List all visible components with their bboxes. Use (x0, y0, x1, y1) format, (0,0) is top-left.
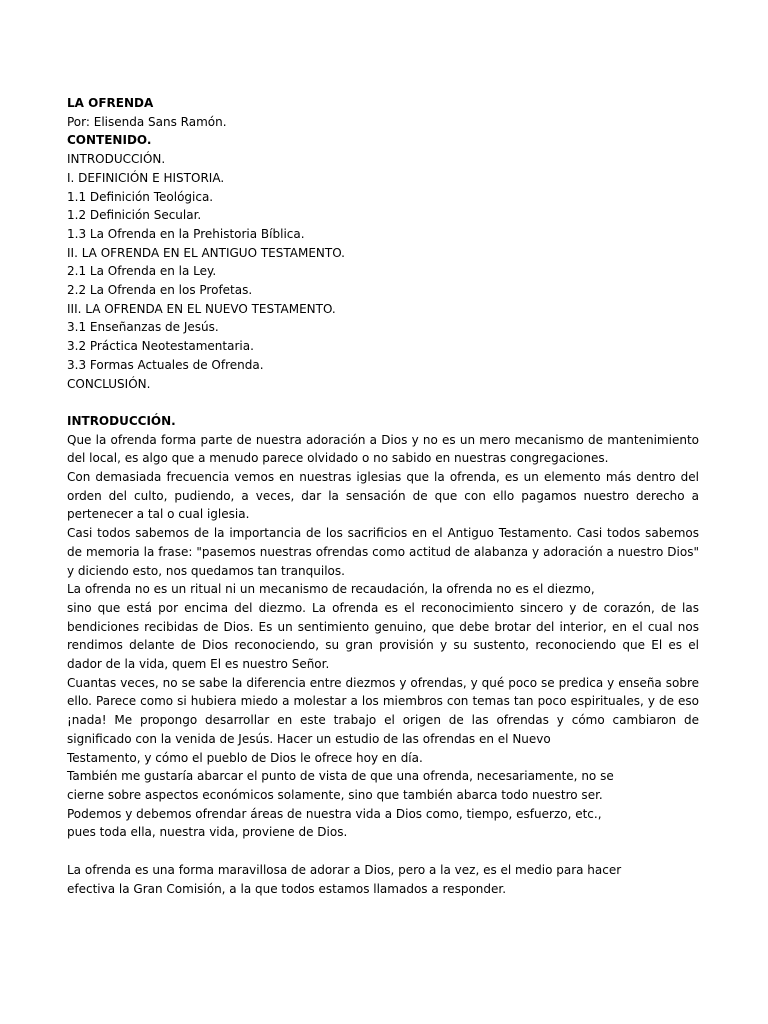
paragraph: La ofrenda no es un ritual ni un mecanismo de recaudación, la ofrenda no es el diezmo, (67, 582, 595, 597)
paragraph: Que la ofrenda forma parte de nuestra adoración a Dios y no es un mero mecanismo de mantenimiento del local, es algo que a menudo parece olvidado o no sabido en nuestras congregaciones. (67, 432, 699, 466)
toc-item: INTRODUCCIÓN. (67, 152, 166, 167)
paragraph-line: efectiva la Gran Comisión, a la que todos estamos llamados a responder. (67, 881, 507, 896)
paragraph-line: La ofrenda es una forma maravillosa de adorar a Dios, pero a la vez, es el medio para hacer (67, 862, 622, 877)
toc-item: 3.2 Práctica Neotestamentaria. (67, 339, 254, 354)
paragraph: Casi todos sabemos de la importancia de los sacrificios en el Antiguo Testamento. Casi todos sabemos de memoria la frase: "pasemos nuestras ofrendas como actitud de alabanza y adoración a nuestro Dios" y diciendo esto, nos quedamos tan tranquilos. (67, 526, 699, 578)
paragraph: Testamento, y cómo el pueblo de Dios le ofrece hoy en día. (67, 750, 423, 765)
toc-item: 2.1 La Ofrenda en la Ley. (67, 264, 217, 279)
toc-item: II. LA OFRENDA EN EL ANTIGUO TESTAMENTO. (67, 245, 345, 260)
document-author: Por: Elisenda Sans Ramón. (67, 114, 227, 129)
toc-item: I. DEFINICIÓN E HISTORIA. (67, 170, 225, 185)
paragraph: Podemos y debemos ofrendar áreas de nuestra vida a Dios como, tiempo, esfuerzo, etc., (67, 806, 602, 821)
paragraph: pues toda ella, nuestra vida, proviene de Dios. (67, 825, 348, 840)
toc-item: 2.2 La Ofrenda en los Profetas. (67, 283, 253, 298)
spacer (67, 842, 699, 861)
toc-item: 1.2 Definición Secular. (67, 208, 202, 223)
paragraph: También me gustaría abarcar el punto de vista de que una ofrenda, necesariamente, no se (67, 769, 614, 784)
toc-item: III. LA OFRENDA EN EL NUEVO TESTAMENTO. (67, 301, 336, 316)
spacer (67, 393, 699, 412)
paragraph: Cuantas veces, no se sabe la diferencia entre diezmos y ofrendas, y qué poco se predica y enseña sobre ello. Parece como si hubiera miedo a molestar a los miembros con temas tan poco espirituales, y de eso ¡nada! Me propongo desarrollar en este trabajo el origen de las ofrendas y cómo cambiaron de significado con la venida de Jesús. Hacer un estudio de las ofrendas en el Nuevo (67, 675, 699, 746)
toc-item: 3.3 Formas Actuales de Ofrenda. (67, 357, 264, 372)
document-title: LA OFRENDA (67, 96, 154, 110)
toc-item: 1.3 La Ofrenda en la Prehistoria Bíblica. (67, 226, 305, 241)
intro-heading: INTRODUCCIÓN. (67, 413, 176, 428)
toc-item: 1.1 Definición Teológica. (67, 189, 214, 204)
toc-item: CONCLUSIÓN. (67, 376, 151, 391)
toc-item: 3.1 Enseñanzas de Jesús. (67, 320, 219, 335)
contents-heading: CONTENIDO. (67, 133, 152, 148)
intro-body (67, 431, 699, 842)
document-body (67, 94, 699, 898)
paragraph: Con demasiada frecuencia vemos en nuestras iglesias que la ofrenda, es un elemento más dentro del orden del culto, pudiendo, a veces, dar la sensación de que con ello pagamos nuestro derecho a pertenecer a tal o cual iglesia. (67, 470, 699, 522)
closing-paragraph (67, 861, 699, 898)
paragraph: cierne sobre aspectos económicos solamente, sino que también abarca todo nuestro ser. (67, 788, 603, 802)
table-of-contents (67, 150, 699, 393)
paragraph: sino que está por encima del diezmo. La ofrenda es el reconocimiento sincero y de corazón, de las bendiciones recibidas de Dios. Es un sentimiento genuino, que debe brotar del interior, en el cual nos rendimos delante de Dios reconociendo, su gran provisión y su sustento, reconociendo que El es el dador de la vida, quem El es nuestro Señor. (67, 600, 699, 672)
